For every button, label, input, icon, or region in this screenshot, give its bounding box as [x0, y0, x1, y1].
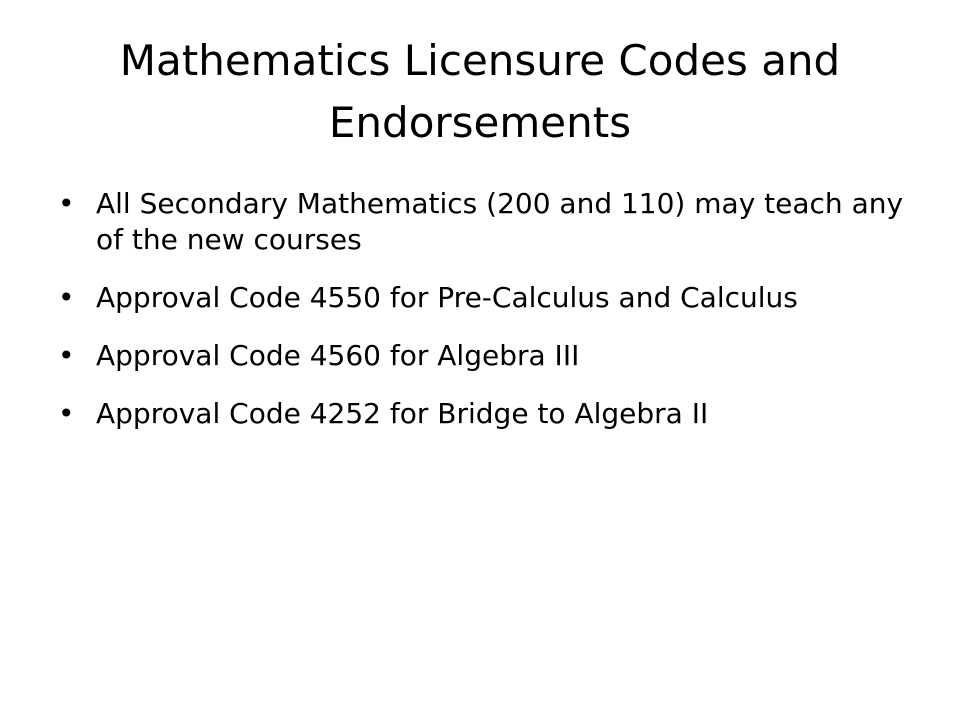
bullet-icon: •	[58, 187, 75, 220]
bullet-icon: •	[58, 339, 75, 372]
list-item	[58, 280, 918, 316]
list-item	[58, 186, 918, 258]
bullet-list	[58, 186, 918, 454]
bullet-icon: •	[58, 397, 75, 430]
bullet-text: Approval Code 4252 for Bridge to Algebra II	[96, 397, 709, 430]
bullet-text: Approval Code 4560 for Algebra III	[96, 339, 580, 372]
list-item	[58, 396, 918, 432]
bullet-icon: •	[58, 281, 75, 314]
bullet-text: Approval Code 4550 for Pre-Calculus and Calculus	[96, 281, 798, 314]
slide-title: Mathematics Licensure Codes and Endorsements	[119, 36, 841, 147]
list-item	[58, 338, 918, 374]
bullet-text: All Secondary Mathematics (200 and 110) may teach any of the new courses	[96, 187, 904, 256]
